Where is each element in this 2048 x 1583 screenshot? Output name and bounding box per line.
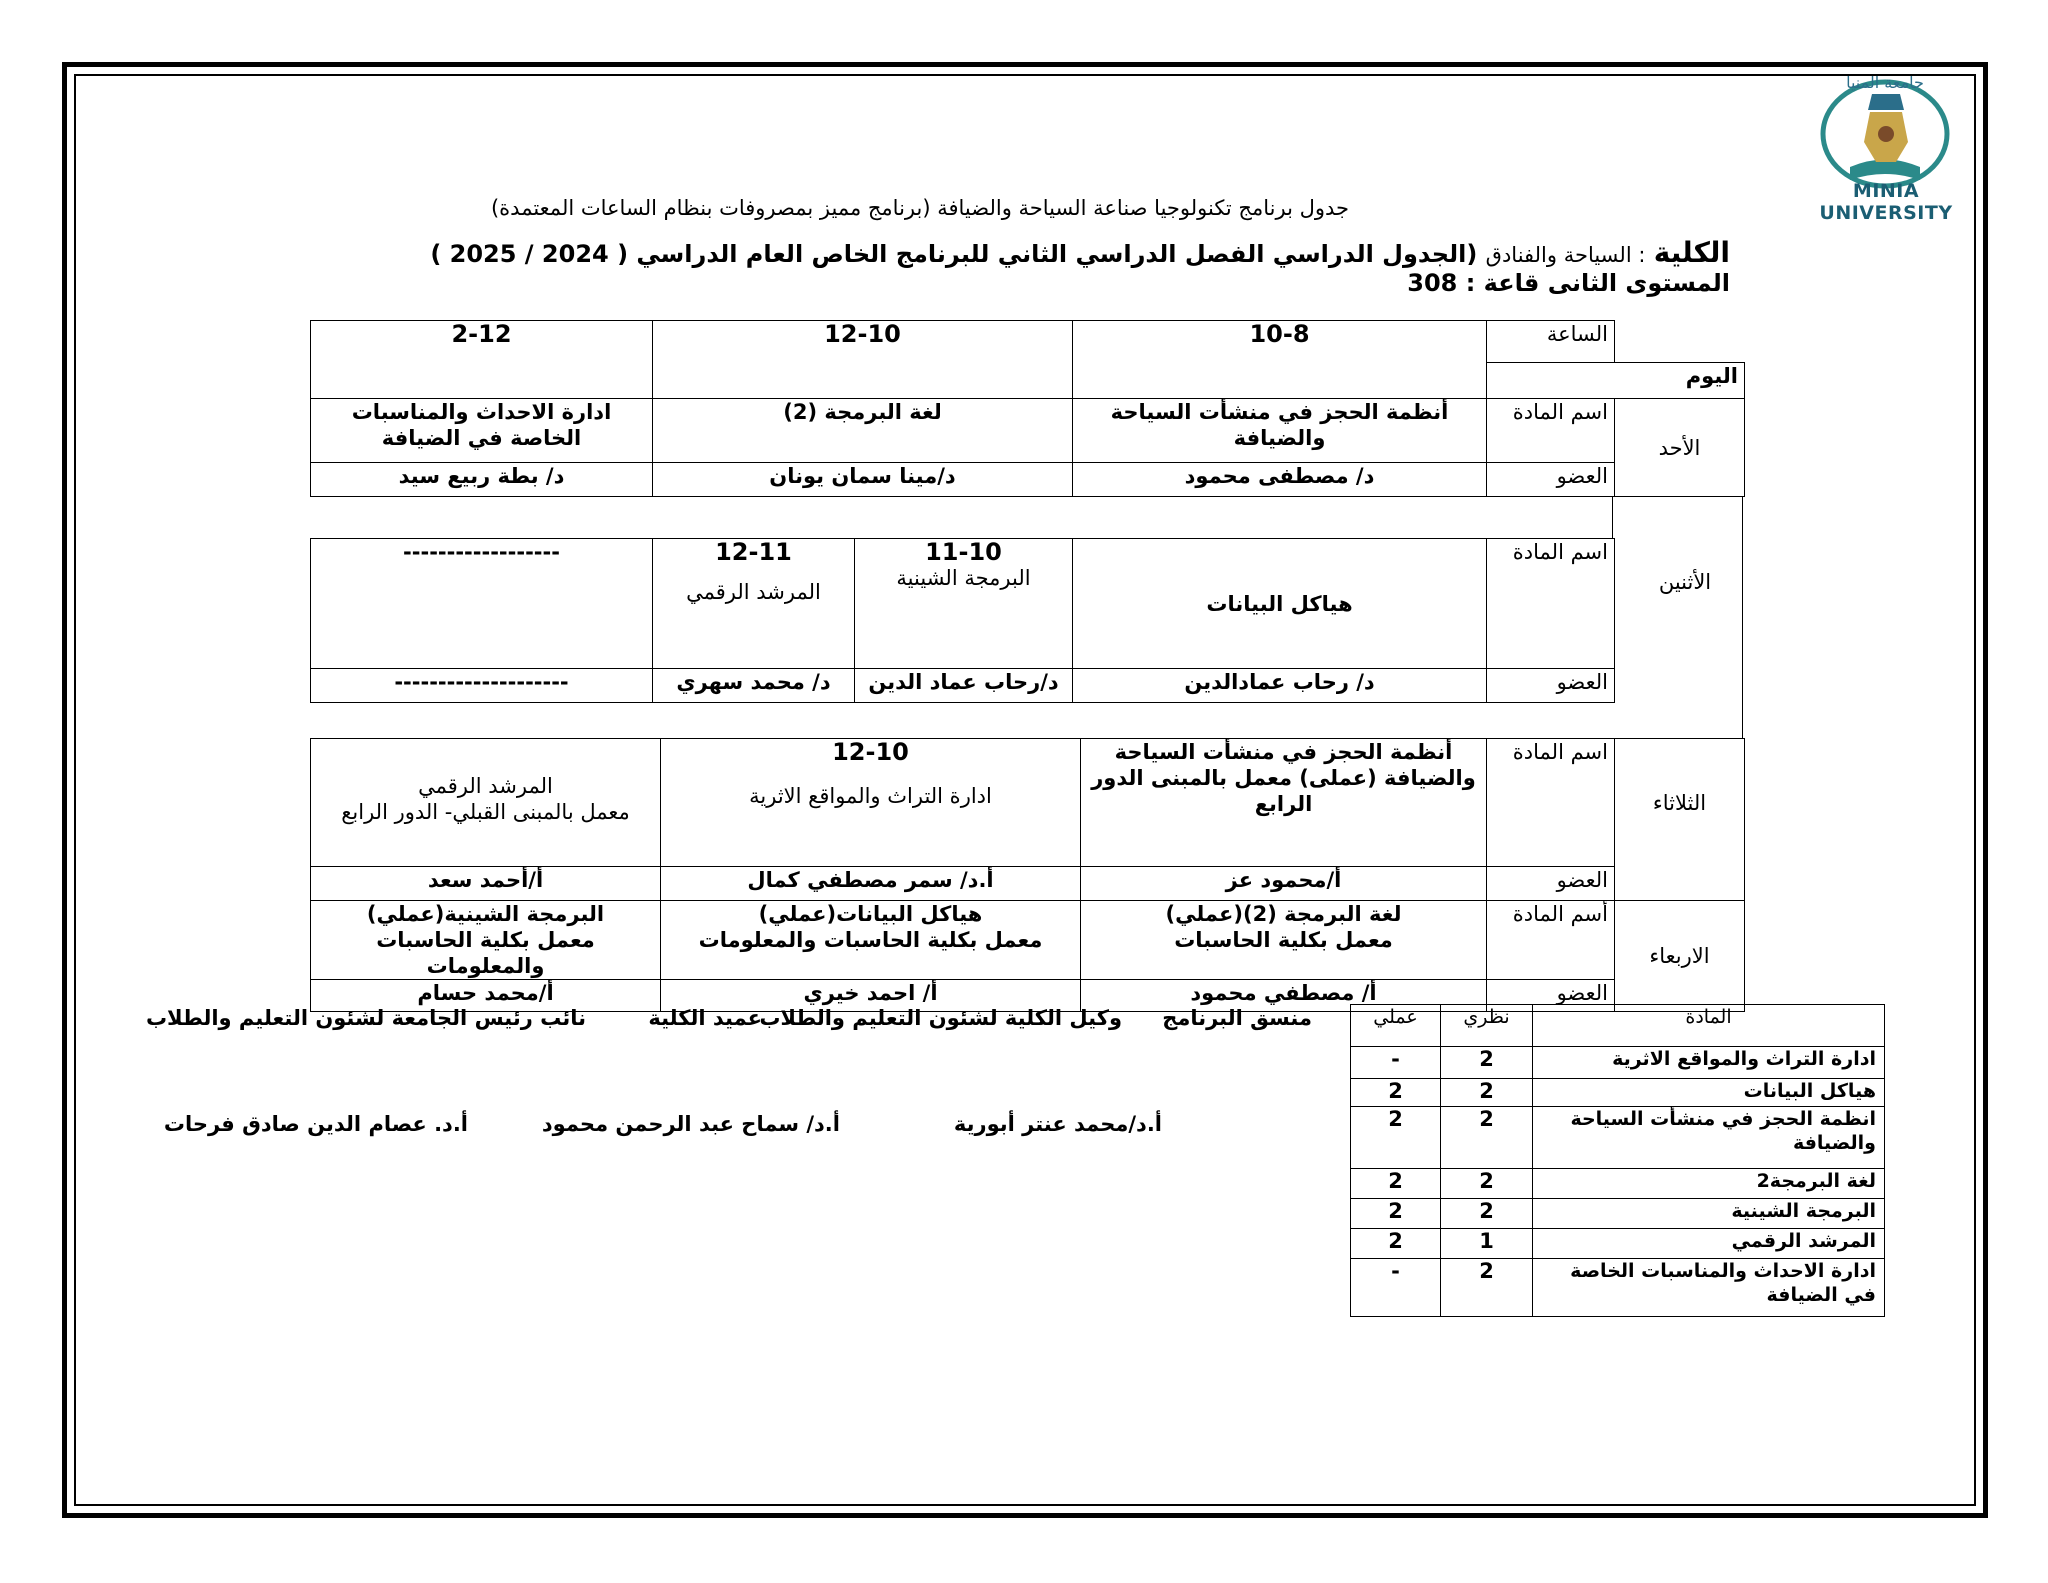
schedule-table-monday — [310, 538, 1615, 703]
summary-header-theory: نظري — [1441, 1005, 1533, 1047]
monday-slot-a-time: 11-10 — [925, 538, 1002, 566]
sunday-subject-3: ادارة الاحداث والمناسبات الخاصة في الضيافة — [311, 399, 653, 463]
schedule-table-sunday — [310, 320, 1745, 497]
sig-name-coordinator: أ.د/محمد عنتر أبورية — [953, 1112, 1162, 1136]
hour-label: الساعة — [1487, 321, 1615, 363]
wednesday-member-1: أ/ مصطفي محمود — [1081, 980, 1487, 1012]
credit-hours-table — [1350, 1004, 1885, 1317]
wednesday-subject-3-line2: معمل بكلية الحاسبات والمعلومات — [376, 928, 595, 978]
slot-10-8: 10-8 — [1073, 321, 1487, 399]
summary-row-subject: البرمجة الشينية — [1533, 1199, 1885, 1229]
tuesday-member-3: أ/أحمد سعد — [311, 867, 661, 901]
monday-slot-a — [855, 539, 1073, 669]
sig-title-vice-dean: وكيل الكلية لشئون التعليم والطلاب — [759, 1006, 1122, 1030]
monday-member-4: -------------------- — [311, 669, 653, 703]
summary-row-theory: 2 — [1441, 1199, 1533, 1229]
tuesday-subject-3-line2: معمل بالمبنى القبلي- الدور الرابع — [341, 800, 630, 824]
tuesday-member-label: العضو — [1487, 867, 1615, 901]
monday-slot-3: ------------------ — [311, 539, 653, 669]
wednesday-subject-3 — [311, 901, 661, 980]
sig-name-dean: أ.د/ سماح عبد الرحمن محمود — [541, 1112, 840, 1136]
summary-row-subject: هياكل البيانات — [1533, 1079, 1885, 1107]
day-tuesday: الثلاثاء — [1615, 739, 1745, 867]
monday-slot-b-subject: المرشد الرقمي — [686, 580, 821, 604]
summary-row-theory: 2 — [1441, 1259, 1533, 1317]
tuesday-member-2: أ.د/ سمر مصطفي كمال — [661, 867, 1081, 901]
wednesday-member-3: أ/محمد حسام — [311, 980, 661, 1012]
tuesday-subject-3-line1: المرشد الرقمي — [418, 774, 553, 798]
sunday-subject-2: لغة البرمجة (2) — [653, 399, 1073, 463]
schedule-table-tuesday — [310, 738, 1745, 1012]
wednesday-subject-2-line2: معمل بكلية الحاسبات والمعلومات — [698, 928, 1043, 952]
day-label: اليوم — [1487, 363, 1745, 399]
wednesday-subject-2 — [661, 901, 1081, 980]
summary-row-practical: - — [1351, 1047, 1441, 1079]
wednesday-member-label: العضو — [1487, 980, 1615, 1012]
day-monday: الأثنين — [1658, 570, 1712, 594]
monday-subject-label: اسم المادة — [1487, 539, 1615, 669]
summary-row-theory: 1 — [1441, 1229, 1533, 1259]
summary-header-practical: عملي — [1351, 1005, 1441, 1047]
term-info: (الجدول الدراسي الفصل الدراسي الثاني للبرنامج الخاص العام الدراسي ( 2024 / 2025 ) المستوى الثانى قاعة : 308 — [430, 240, 1730, 297]
day-column-border — [1742, 496, 1743, 738]
wednesday-member-2: أ/ احمد خيري — [661, 980, 1081, 1012]
schedule-title: جدول برنامج تكنولوجيا صناعة السياحة والضيافة (برنامج مميز بمصروفات بنظام الساعات المعتمدة) — [490, 196, 1349, 220]
subject-label: اسم المادة — [1487, 399, 1615, 463]
day-sunday: الأحد — [1615, 399, 1745, 497]
summary-row-theory: 2 — [1441, 1169, 1533, 1199]
tuesday-subject-1: أنظمة الحجز في منشأت السياحة والضيافة (عملى) معمل بالمبنى الدور الرابع — [1081, 739, 1487, 867]
wednesday-subject-3-line1: البرمجة الشينية(عملي) — [366, 902, 605, 926]
logo-arabic-text: جامعة المنيا — [1846, 73, 1924, 92]
summary-row-subject: ادارة الاحداث والمناسبات الخاصة في الضيافة — [1533, 1259, 1885, 1317]
sunday-subject-1: أنظمة الحجز في منشأت السياحة والضيافة — [1073, 399, 1487, 463]
summary-row-theory: 2 — [1441, 1107, 1533, 1169]
summary-row-practical: - — [1351, 1259, 1441, 1317]
tuesday-subject-3 — [311, 739, 661, 867]
monday-member-label: العضو — [1487, 669, 1615, 703]
monday-member-1: د/ رحاب عمادالدين — [1073, 669, 1487, 703]
faculty-value: : السياحة والفنادق — [1485, 243, 1646, 267]
summary-row-practical: 2 — [1351, 1199, 1441, 1229]
monday-subject-1: هياكل البيانات — [1073, 539, 1487, 669]
slot-2-12: 2-12 — [311, 321, 653, 399]
summary-row-subject: لغة البرمجة2 — [1533, 1169, 1885, 1199]
monday-member-2: د/رحاب عماد الدين — [855, 669, 1073, 703]
monday-slot-a-subject: البرمجة الشينية — [896, 566, 1031, 590]
slot-12-10: 12-10 — [653, 321, 1073, 399]
wednesday-subject-2-line1: هياكل البيانات(عملي) — [758, 902, 983, 926]
summary-row-practical: 2 — [1351, 1079, 1441, 1107]
tuesday-subject-label: اسم المادة — [1487, 739, 1615, 867]
tuesday-subject-2 — [661, 739, 1081, 867]
member-label: العضو — [1487, 463, 1615, 497]
sunday-member-1: د/ مصطفى محمود — [1073, 463, 1487, 497]
summary-row-subject: المرشد الرقمي — [1533, 1229, 1885, 1259]
wednesday-subject-label: أسم المادة — [1487, 901, 1615, 980]
summary-row-practical: 2 — [1351, 1107, 1441, 1169]
day-wednesday: الاربعاء — [1615, 901, 1745, 1012]
tuesday-member-1: أ/محمود عز — [1081, 867, 1487, 901]
sig-name-vice-president: أ.د. عصام الدين صادق فرحات — [163, 1112, 468, 1136]
summary-row-subject: انظمة الحجز في منشأت السياحة والضيافة — [1533, 1107, 1885, 1169]
tuesday-subject-2-time: 12-10 — [832, 738, 909, 766]
tuesday-subject-2-name: ادارة التراث والمواقع الاثرية — [749, 784, 992, 808]
label-column-border — [1612, 496, 1613, 538]
schedule-subtitle — [320, 236, 1730, 297]
summary-header-subject: المادة — [1533, 1005, 1885, 1047]
summary-row-theory: 2 — [1441, 1047, 1533, 1079]
summary-row-practical: 2 — [1351, 1229, 1441, 1259]
sunday-member-2: د/مينا سمان يونان — [653, 463, 1073, 497]
sig-title-vice-president: نائب رئيس الجامعة لشئون التعليم والطلاب — [145, 1006, 586, 1030]
wednesday-subject-1-line1: لغة البرمجة (2)(عملي) — [1165, 902, 1402, 926]
summary-row-subject: ادارة التراث والمواقع الاثرية — [1533, 1047, 1885, 1079]
monday-member-3: د/ محمد سهري — [653, 669, 855, 703]
logo-english-text: MINIA UNIVERSITY — [1819, 180, 1953, 224]
sig-title-coordinator: منسق البرنامج — [1162, 1006, 1312, 1030]
faculty-label: الكلية — [1653, 236, 1730, 269]
sig-title-dean: عميد الكلية — [648, 1006, 762, 1030]
monday-slot-b — [653, 539, 855, 669]
monday-slot-b-time: 12-11 — [715, 538, 792, 566]
wednesday-subject-1 — [1081, 901, 1487, 980]
sunday-member-3: د/ بطة ربيع سيد — [311, 463, 653, 497]
wednesday-subject-1-line2: معمل بكلية الحاسبات — [1174, 928, 1393, 952]
summary-row-practical: 2 — [1351, 1169, 1441, 1199]
summary-row-theory: 2 — [1441, 1079, 1533, 1107]
